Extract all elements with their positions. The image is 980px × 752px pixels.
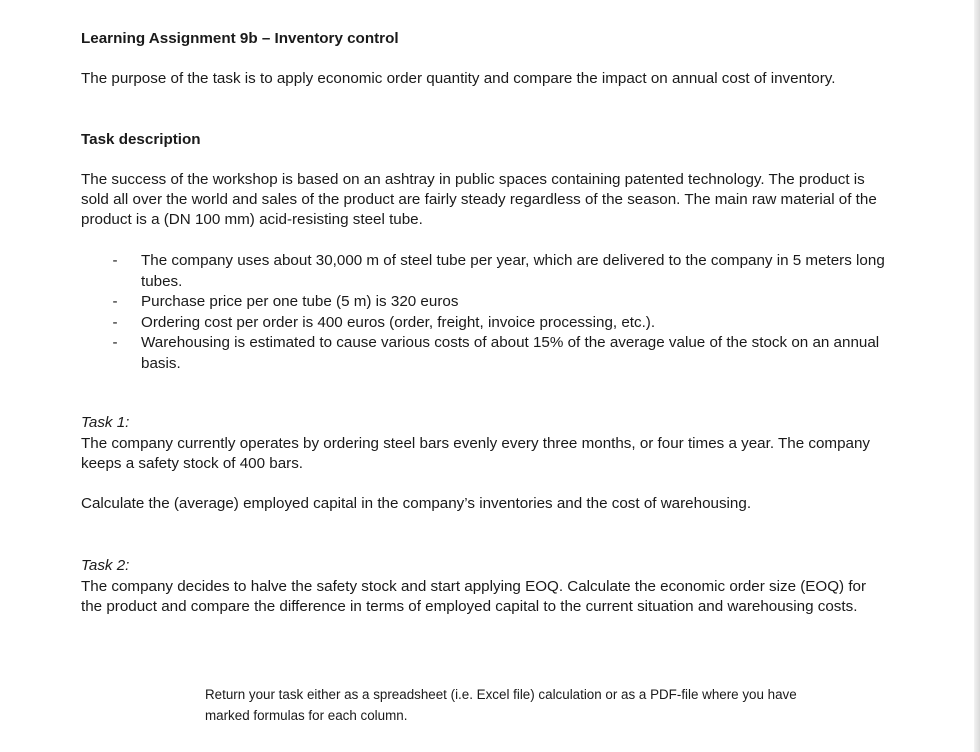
list-item-text: The company uses about 30,000 m of steel tube per year, which are delivered to the company in 5 meters long tubes. xyxy=(141,252,885,290)
list-item-text: Warehousing is estimated to cause various costs of about 15% of the average value of the stock on an annual basis. xyxy=(141,334,880,372)
list-item xyxy=(108,251,898,292)
list-item-text: Ordering cost per order is 400 euros (order, freight, invoice processing, etc.). xyxy=(141,313,656,331)
task1-paragraph: The company currently operates by ordering steel bars evenly every three months, or four times a year. The company keeps a safety stock of 400 bars. xyxy=(81,435,871,472)
submission-note: Return your task either as a spreadsheet (i.e. Excel file) calculation or as a PDF-file where you have marked formulas for each column. xyxy=(205,687,797,723)
task-description-heading: Task description xyxy=(81,131,201,148)
task2-paragraph: The company decides to halve the safety stock and start applying EOQ. Calculate the economic order size (EOQ) for the product and compare the difference in terms of employed capital to the current situation and warehousing costs. xyxy=(81,578,867,615)
bullet-dash: - xyxy=(112,334,118,351)
purpose-paragraph: The purpose of the task is to apply economic order quantity and compare the impact on annual cost of inventory. xyxy=(81,70,836,87)
bullet-dash: - xyxy=(112,252,118,269)
list-item xyxy=(108,333,898,374)
task-description-paragraph: The success of the workshop is based on an ashtray in public spaces containing patented technology. The product is sold all over the world and sales of the product are fairly steady regardless of the season. The main raw material of the product is a (DN 100 mm) acid-resisting steel tube. xyxy=(81,171,877,228)
bullet-dash: - xyxy=(112,313,118,331)
task2-label: Task 2: xyxy=(81,557,130,574)
specification-list xyxy=(108,251,898,374)
bullet-dash: - xyxy=(112,293,118,310)
list-item xyxy=(108,292,898,313)
task1-question: Calculate the (average) employed capital in the company’s inventories and the cost of warehousing. xyxy=(81,495,752,512)
page-edge-divider xyxy=(974,0,980,752)
list-item xyxy=(108,313,898,334)
list-item-text: Purchase price per one tube (5 m) is 320 euros xyxy=(141,293,459,310)
task1-label: Task 1: xyxy=(81,414,130,431)
document-title: Learning Assignment 9b – Inventory control xyxy=(81,30,399,47)
